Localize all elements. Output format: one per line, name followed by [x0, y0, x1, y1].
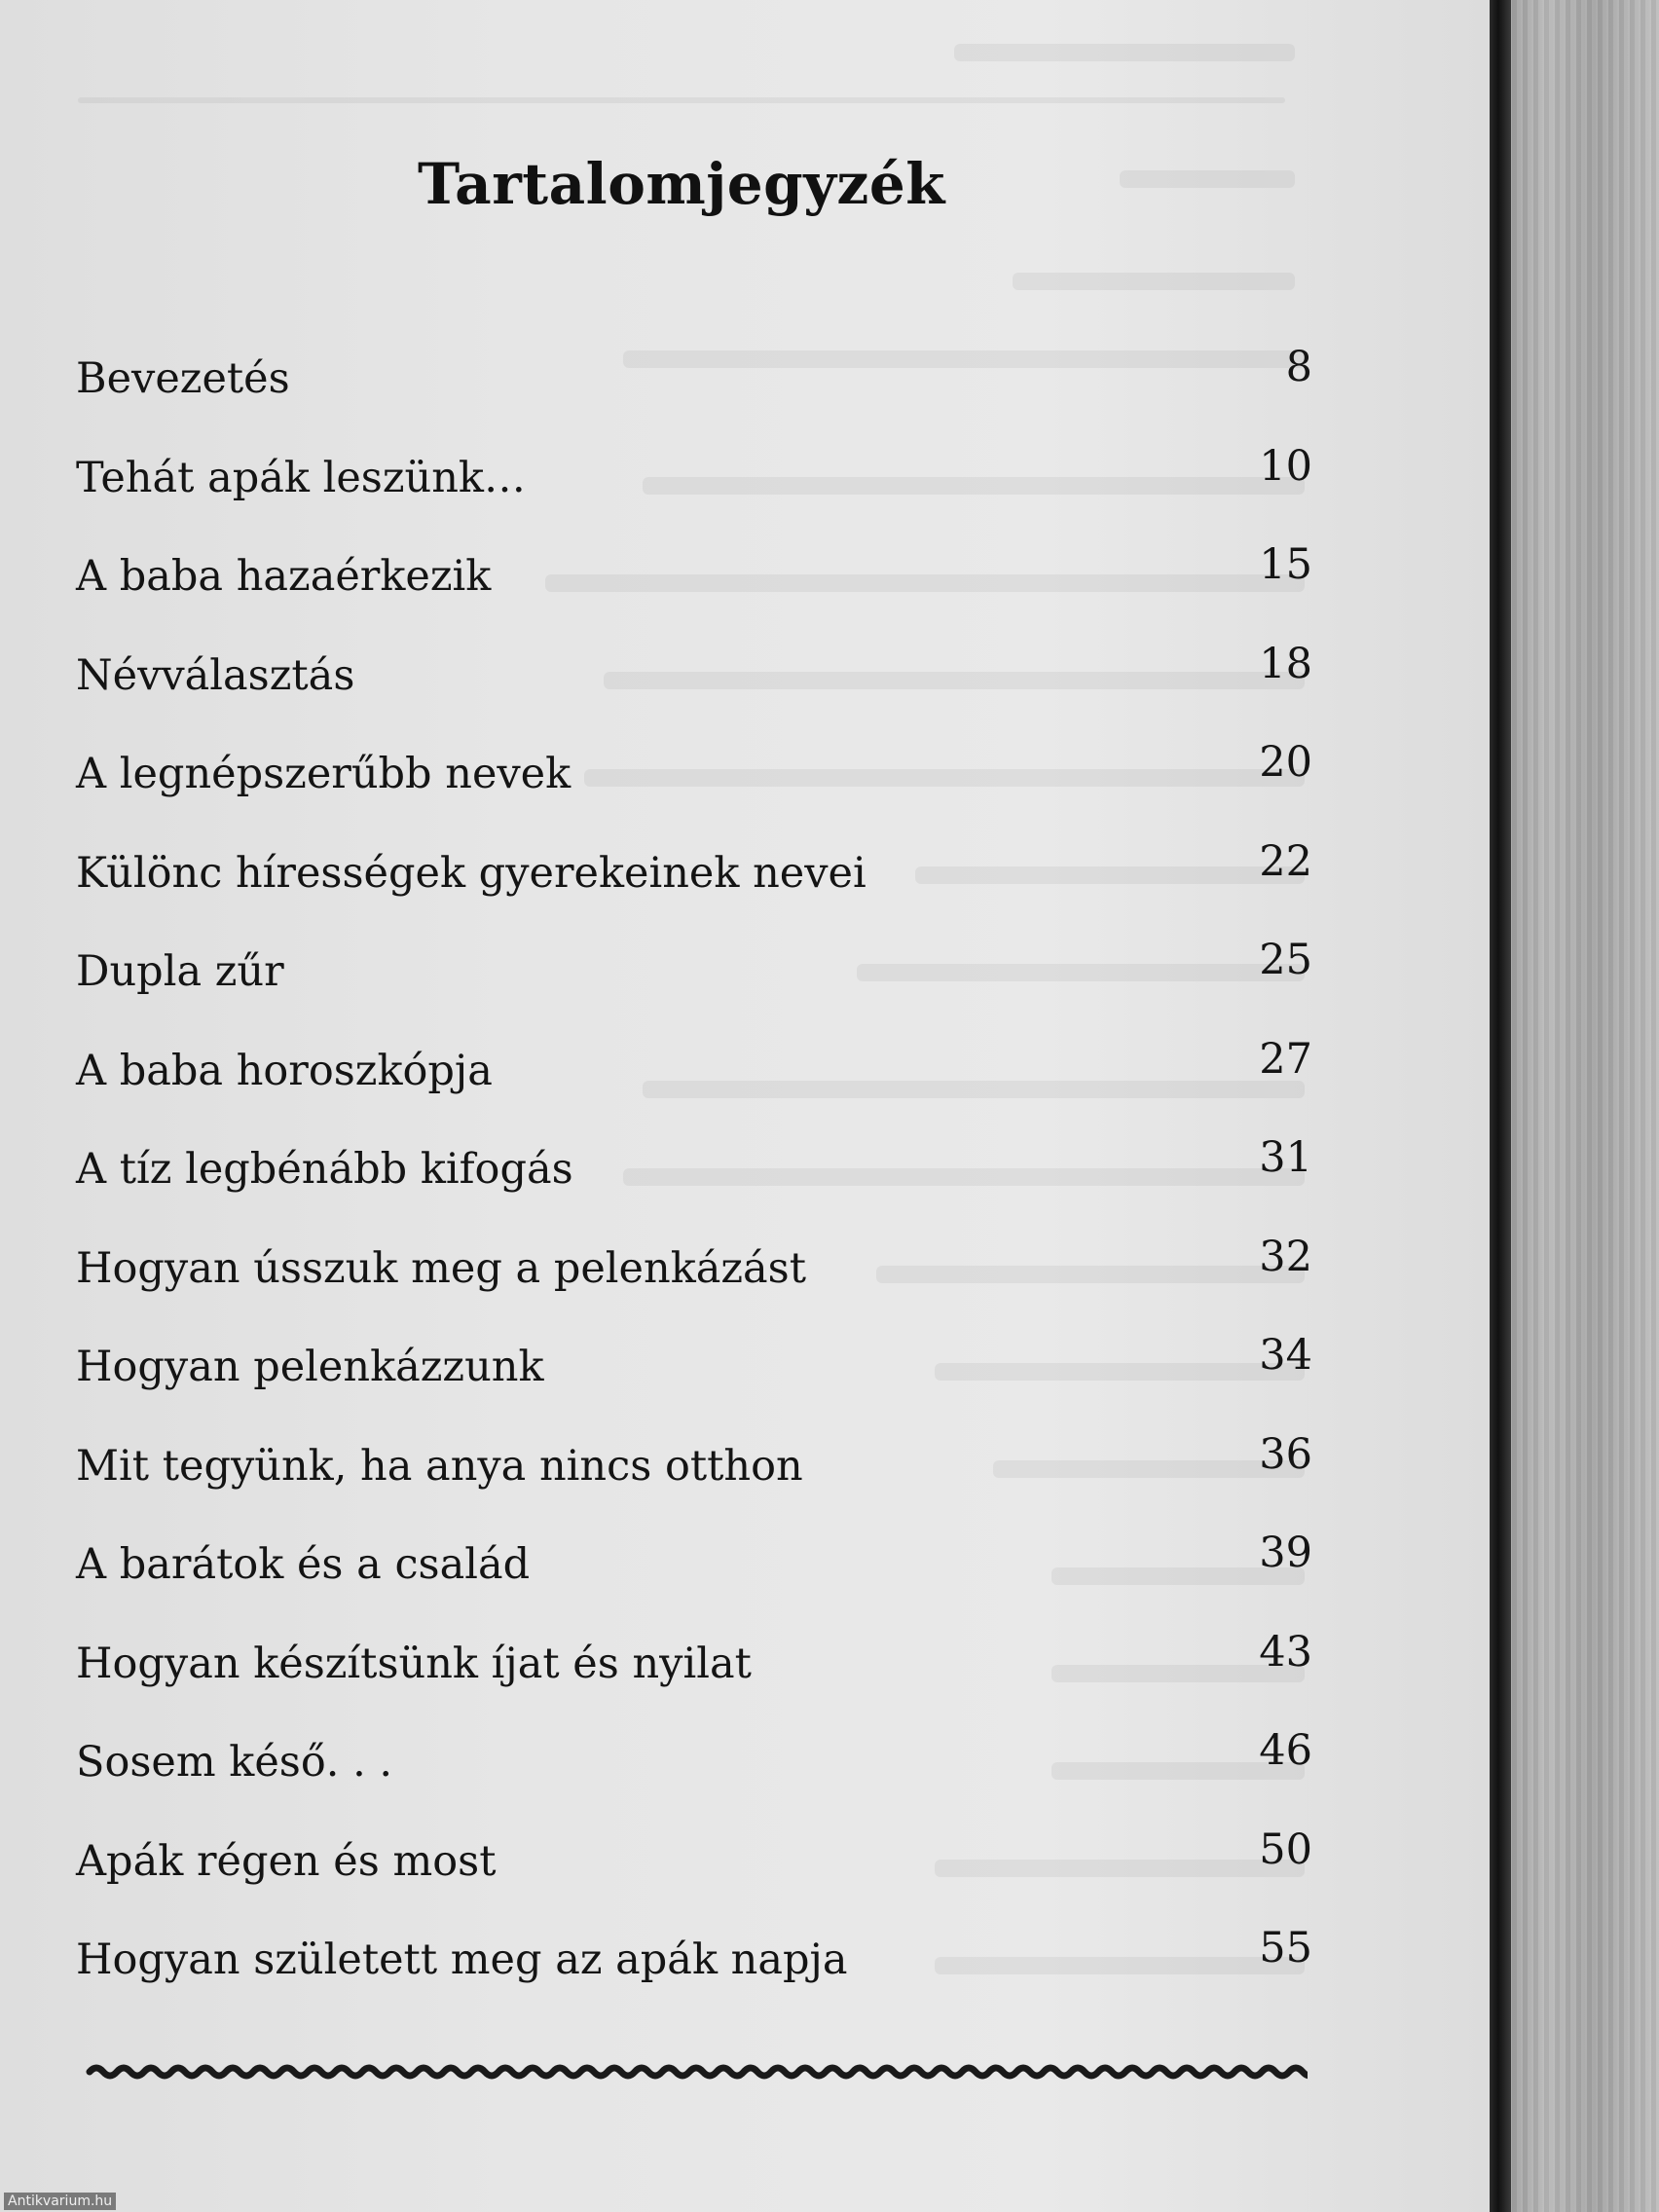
watermark: Antikvarium.hu: [4, 2193, 116, 2210]
toc-entry-page: 10: [1259, 441, 1312, 491]
toc-entry-title: A baba hazaérkezik: [76, 552, 492, 601]
page-title: Tartalomjegyzék: [418, 151, 945, 217]
toc-entry-title: A tíz legbénább kifogás: [76, 1145, 573, 1194]
background-wall: [1499, 0, 1659, 2212]
toc-entry-title: A barátok és a család: [76, 1540, 531, 1589]
toc-entry-title: Bevezetés: [76, 354, 290, 403]
toc-entry-title: Tehát apák leszünk…: [76, 453, 526, 502]
page-edge-shadow: [1490, 0, 1511, 2212]
toc-entry: [76, 1033, 1312, 1132]
toc-entry-page: 31: [1259, 1133, 1312, 1182]
toc-entry: [76, 1329, 1312, 1428]
toc-entry-title: A baba horoszkópja: [76, 1046, 493, 1095]
toc-entry-page: 22: [1259, 836, 1312, 886]
toc-entry-page: 36: [1259, 1429, 1312, 1479]
toc-entry: [76, 1527, 1312, 1626]
toc-entry-page: 46: [1259, 1726, 1312, 1775]
toc-entry-page: 8: [1285, 343, 1312, 391]
toc-entry: [76, 1231, 1312, 1330]
toc-entry: [76, 1724, 1312, 1824]
toc-entry-page: 39: [1259, 1529, 1312, 1577]
toc-entry: [76, 440, 1312, 539]
toc-entry-title: Hogyan pelenkázzunk: [76, 1343, 544, 1391]
toc-entry-title: Apák régen és most: [76, 1836, 497, 1886]
toc-entry-title: Mit tegyünk, ha anya nincs otthon: [76, 1441, 803, 1491]
toc-entry-title: Sosem késő. . .: [76, 1738, 393, 1787]
toc-entry-title: Különc hírességek gyerekeinek nevei: [76, 848, 866, 898]
toc-entry-page: 25: [1259, 936, 1312, 984]
toc-entry: [76, 835, 1312, 935]
toc-entry: [76, 638, 1312, 737]
toc-entry-page: 20: [1259, 738, 1312, 787]
toc-entry: [76, 1824, 1312, 1923]
toc-entry: [76, 934, 1312, 1033]
toc-entry: [76, 1626, 1312, 1725]
table-of-contents: [76, 341, 1312, 2021]
toc-entry-title: Dupla zűr: [76, 947, 284, 996]
wavy-divider: [86, 2060, 1308, 2083]
toc-entry-title: Hogyan készítsünk íjat és nyilat: [76, 1639, 752, 1688]
toc-entry: [76, 736, 1312, 835]
toc-entry-title: A legnépszerűbb nevek: [76, 750, 571, 798]
toc-entry-page: 27: [1259, 1034, 1312, 1084]
toc-entry-page: 55: [1259, 1924, 1312, 1972]
toc-entry: [76, 1922, 1312, 2021]
toc-entry-title: Hogyan született meg az apák napja: [76, 1936, 848, 1984]
toc-entry-page: 43: [1259, 1627, 1312, 1677]
toc-entry: [76, 341, 1312, 440]
toc-entry: [76, 1428, 1312, 1528]
toc-entry-title: Névválasztás: [76, 650, 355, 700]
toc-entry: [76, 1131, 1312, 1231]
toc-entry-title: Hogyan ússzuk meg a pelenkázást: [76, 1243, 807, 1293]
toc-entry-page: 18: [1259, 639, 1312, 688]
toc-entry-page: 32: [1259, 1232, 1312, 1281]
toc-entry-page: 50: [1259, 1825, 1312, 1874]
toc-entry: [76, 538, 1312, 638]
toc-entry-page: 34: [1259, 1331, 1312, 1380]
toc-entry-page: 15: [1259, 540, 1312, 589]
